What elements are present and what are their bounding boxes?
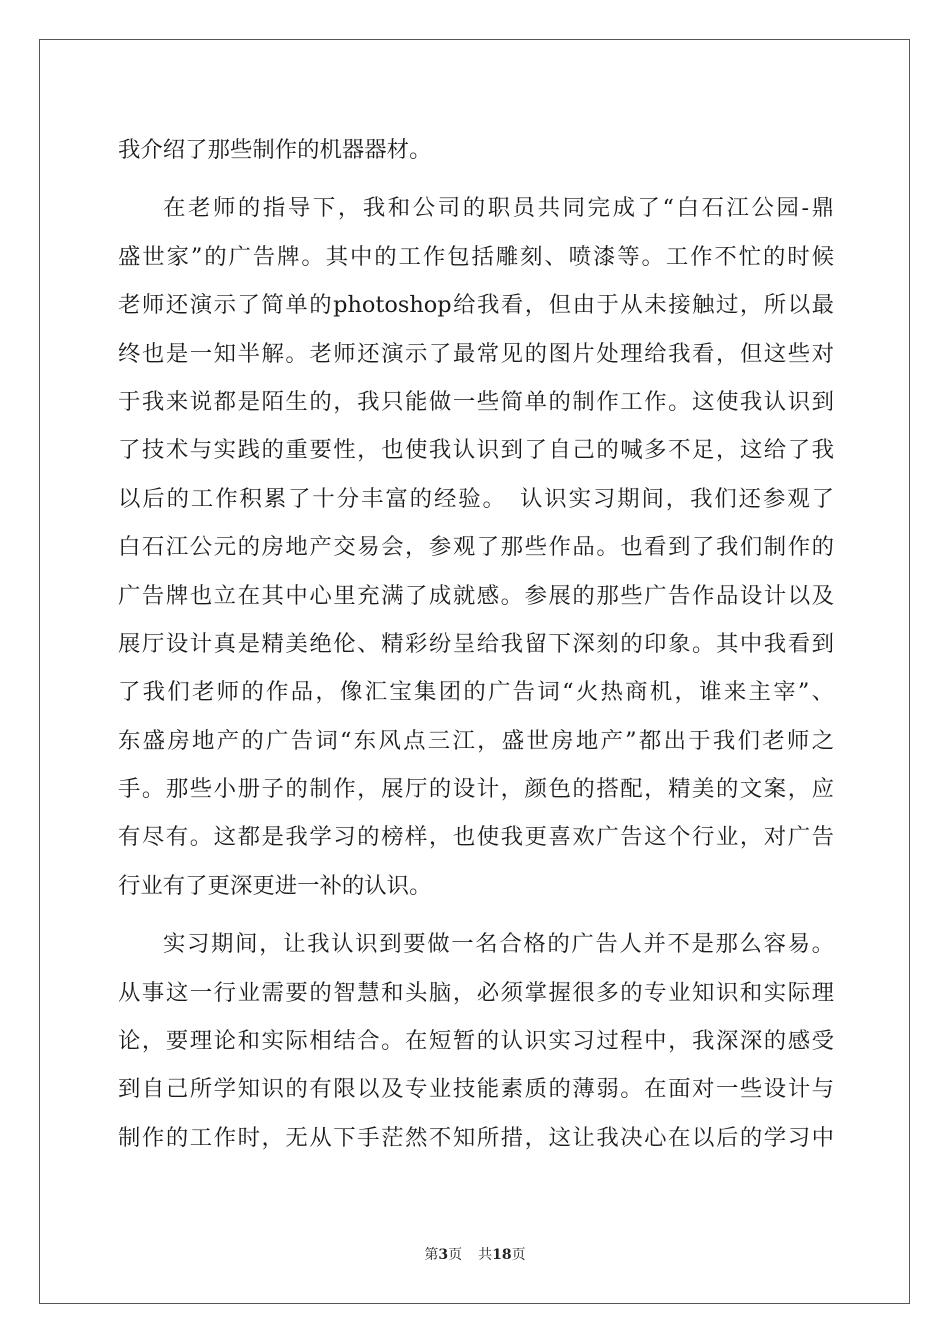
document-body	[118, 126, 834, 1162]
page-suffix: 页	[448, 1247, 463, 1263]
total-pages: 18	[492, 1247, 512, 1263]
text-line: 展厅设计真是精美绝伦、精彩纷呈给我留下深刻的印象。其中我看到	[118, 630, 834, 657]
text-line: 手。那些小册子的制作，展厅的设计，颜色的搭配，精美的文案，应	[118, 776, 834, 803]
text-line: 老师还演示了简单的photoshop给我看，但由于从未接触过，所以最	[118, 292, 834, 319]
page-prefix: 第	[424, 1247, 439, 1263]
text-line: 于我来说都是陌生的，我只能做一些简单的制作工作。这使我认识到	[118, 388, 834, 415]
text-line: 有尽有。这都是我学习的榜样，也使我更喜欢广告这个行业，对广告	[118, 824, 834, 851]
text-line: 东盛房地产的广告词“东风点三江，盛世房地产”都出于我们老师之	[118, 727, 834, 754]
text-line: 从事这一行业需要的智慧和头脑，必须掌握很多的专业知识和实际理	[118, 979, 834, 1006]
text-line: 在老师的指导下，我和公司的职员共同完成了“白石江公园-鼎	[163, 195, 834, 222]
text-line: 白石江公元的房地产交易会，参观了那些作品。也看到了我们制作的	[118, 534, 834, 561]
text-line: 我介绍了那些制作的机器器材。	[118, 137, 432, 163]
text-line: 制作的工作时，无从下手茫然不知所措，这让我决心在以后的学习中	[118, 1124, 834, 1151]
page-footer	[0, 1246, 950, 1264]
text-line: 广告牌也立在其中心里充满了成就感。参展的那些广告作品设计以及	[118, 582, 834, 609]
text-line: 实习期间，让我认识到要做一名合格的广告人并不是那么容易。	[163, 931, 834, 958]
text-line: 到自己所学知识的有限以及专业技能素质的薄弱。在面对一些设计与	[118, 1076, 834, 1103]
page-number: 3	[438, 1247, 449, 1263]
text-line: 了技术与实践的重要性，也使我认识到了自己的喊多不足，这给了我	[118, 437, 834, 464]
text-line: 论，要理论和实际相结合。在短暂的认识实习过程中，我深深的感受	[118, 1028, 834, 1055]
text-line: 以后的工作积累了十分丰富的经验。 认识实习期间，我们还参观了	[118, 485, 834, 512]
text-line: 了我们老师的作品，像汇宝集团的广告词“火热商机，谁来主宰”、	[118, 679, 834, 706]
text-line: 行业有了更深更进一补的认识。	[118, 872, 432, 899]
total-prefix: 共	[478, 1247, 493, 1263]
text-line: 盛世家”的广告牌。其中的工作包括雕刻、喷漆等。工作不忙的时候	[118, 243, 834, 270]
text-line: 终也是一知半解。老师还演示了最常见的图片处理给我看，但这些对	[118, 340, 834, 367]
total-suffix: 页	[511, 1247, 526, 1263]
